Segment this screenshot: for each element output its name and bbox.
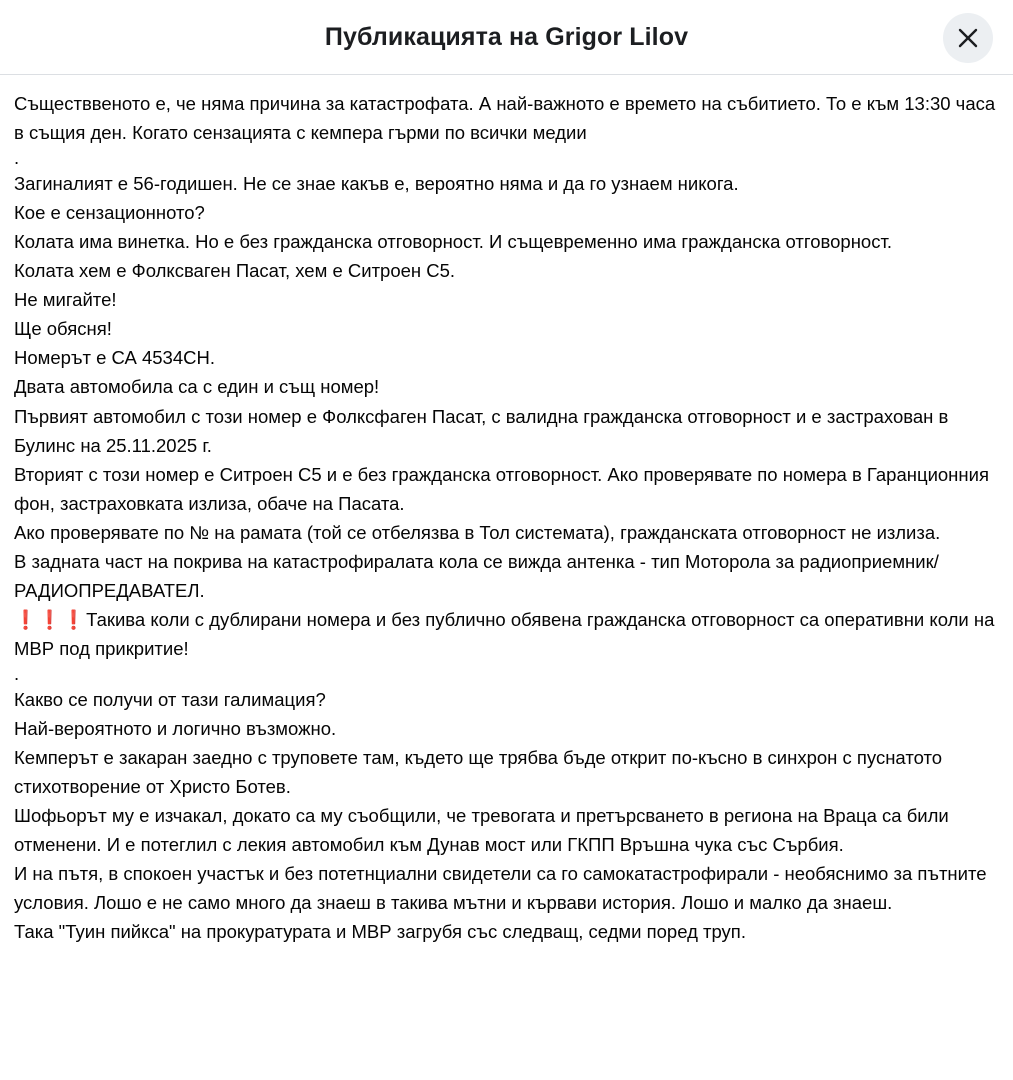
post-paragraph: Ако проверявате по № на рамата (той се отбелязва в Тол системата), гражданската отговорност не излиза. (14, 521, 941, 543)
post-paragraph: . (14, 147, 20, 169)
post-paragraph: Какво се получи от тази галимация? (14, 688, 326, 710)
post-paragraph: Кое е сензационното? (14, 202, 205, 224)
post-paragraph: Кемперът е закаран заедно с труповете там, където ще трябва бъде открит по-късно в синхрон с пуснатото стихотворение от Христо Ботев. (14, 747, 948, 798)
post-paragraph: Колата хем е Фолксваген Пасат, хем е Ситроен С5. (14, 260, 456, 282)
exclamation-icon: ❗❗❗ (14, 608, 87, 630)
post-paragraph: Колата има винетка. Но е без гражданска отговорност. И същевременно има гражданска отговорност. (14, 231, 893, 253)
post-paragraph: Съществвеното е, че няма причина за катастрофата. А най-важното е времето на събитието. То е към 13:30 часа в същия ден. Когато сензацията с кемпера гърми по всички медии (14, 93, 1001, 144)
dialog-body (0, 75, 1013, 952)
post-paragraph: В задната част на покрива на катастрофиралата кола се вижда антенка - тип Моторола за радиоприемник/РАДИОПРЕДАВАТЕЛ. (14, 550, 939, 601)
post-paragraph: Шофьорът му е изчакал, докато са му съобщили, че тревогата и претърсването в региона на Враца са били отменени. И е потеглил с лекия автомобил към Дунав мост или ГКПП Връшна чука със Сърбия. (14, 805, 954, 856)
post-paragraph: . (14, 662, 20, 684)
post-paragraph: И на пътя, в спокоен участък и без потетнциални свидетели са го самокатастрофирали - необяснимо за пътните условия. Лошо е не само много да знаеш в такива мътни и кървави история. Лошо и малко да знаеш. (14, 863, 992, 914)
post-paragraph: Загиналият е 56-годишен. Не се знае какъв е, вероятно няма и да го узнаем никога. (14, 173, 739, 195)
post-paragraph: ❗❗❗Такива коли с дублирани номера и без публично обявена гражданска отговорност са оперативни коли на МВР под прикритие! (14, 608, 1000, 659)
post-paragraph: Най-вероятното и логично възможно. (14, 718, 337, 739)
post-paragraph: Двата автомобила са с един и същ номер! (14, 376, 380, 398)
post-paragraph: Така "Туин пийкса" на прокуратурата и МВР загрубя със следващ, седми поред труп. (14, 921, 746, 943)
post-paragraph: Вторият с този номер е Ситроен С5 и е без гражданска отговорност. Ако проверявате по номера в Гаранционния фон, застраховката излиза, обаче на Пасата. (14, 463, 995, 514)
post-paragraph: Номерът е СА 4534СН. (14, 347, 215, 369)
dialog-header (0, 0, 1013, 75)
close-icon (957, 27, 979, 49)
page-title: Публикацията на Grigor Lilov (324, 22, 689, 51)
close-button[interactable] (943, 13, 993, 63)
post-paragraph: Първият автомобил с този номер е Фолксфаген Пасат, с валидна гражданска отговорност и е застрахован в Булинс на 25.11.2025 г. (14, 405, 954, 456)
post-paragraph: Не мигайте! (14, 289, 117, 311)
post-text (14, 89, 999, 946)
post-paragraph: Ще обясня! (14, 318, 112, 340)
